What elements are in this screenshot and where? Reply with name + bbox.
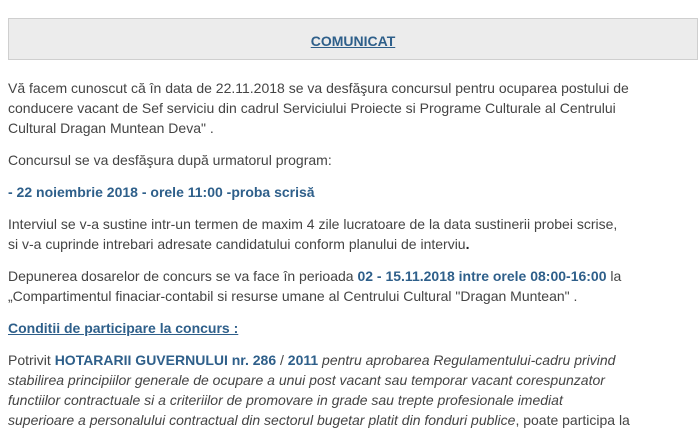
submission-paragraph <box>8 266 700 306</box>
schedule-intro: Concursul se va desfăşura după urmatorul program: <box>8 152 332 168</box>
text-segment: Potrivit <box>8 352 55 368</box>
law-reference: HOTARARII GUVERNULUI nr. 286 <box>54 352 277 368</box>
text-line: „Compartimentul finaciar-contabil si resurse umane al Centrului Cultural "Dragan Muntean" . <box>8 288 578 304</box>
text-segment: pentru aprobarea Regulamentului-cadru privind <box>318 352 616 368</box>
text-segment: superioare a personalului contractual din sectorul bugetar platit din fonduri publice <box>8 412 516 428</box>
text-segment: , poate participa la <box>515 412 630 428</box>
text-segment: / <box>276 352 288 368</box>
conditions-heading: Conditii de participare la concurs : <box>8 320 239 336</box>
interview-paragraph <box>8 214 700 254</box>
announcement-body <box>8 78 700 430</box>
text-line: conducere vacant de Sef serviciu din cadrul Serviciului Proiecte si Programe Culturale al Centrului <box>8 100 616 116</box>
text-line: functiilor contractuale si a criteriilor de promovare in grade sau trepte profesionale imediat <box>8 392 563 408</box>
page-title: COMUNICAT <box>310 33 396 49</box>
written-exam-date: - 22 noiembrie 2018 - orele 11:00 -proba scrisă <box>8 184 315 200</box>
text-line: Vă facem cunoscut că în data de 22.11.2018 se va desfăşura concursul pentru ocuparea postului de <box>8 80 629 96</box>
law-year: 2011 <box>287 352 319 368</box>
text-line: stabilirea principiilor generale de ocupare a unui post vacant sau temporar vacant corespunzator <box>8 372 605 388</box>
header-bar <box>8 18 698 60</box>
text-line <box>8 234 700 254</box>
submission-period: 02 - 15.11.2018 intre orele 08:00-16:00 <box>357 268 607 284</box>
text-segment: . <box>465 236 470 252</box>
text-segment: Depunerea dosarelor de concurs se va face în perioada <box>8 268 358 284</box>
text-line <box>8 266 700 286</box>
text-line <box>8 350 700 370</box>
conditions-paragraph <box>8 350 700 430</box>
text-line: Interviul se v-a sustine intr-un termen de maxim 4 zile lucratoare de la data sustinerii probei scrise, <box>8 216 618 232</box>
text-line: Cultural Dragan Muntean Deva" . <box>8 120 214 136</box>
intro-paragraph <box>8 78 700 138</box>
text-segment: la <box>606 268 622 284</box>
text-segment: si v-a cuprinde intrebari adresate candidatului conform planului de interviu <box>8 236 466 252</box>
text-line <box>8 410 700 430</box>
